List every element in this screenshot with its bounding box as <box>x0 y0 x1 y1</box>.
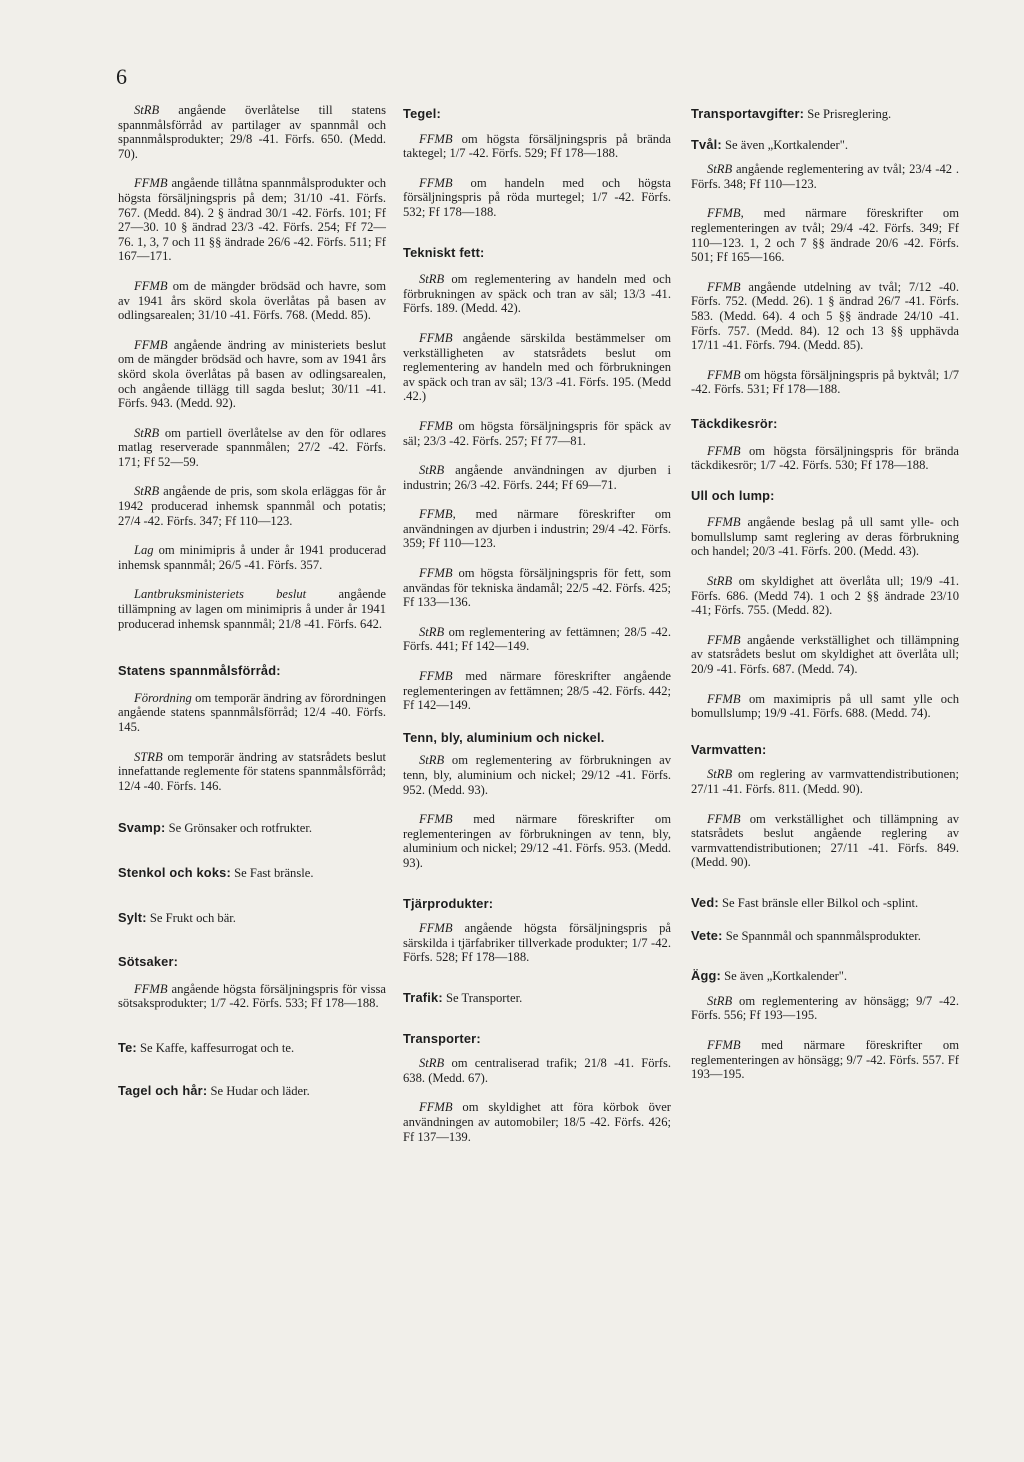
entry-text: om temporär ändring av förordningen angående statens spannmålsförråd; 12/4 -40. Förfs. 145. <box>118 690 386 734</box>
entry-text: om verkställighet och tillämpning av statsrådets beslut angående reglering av varmvattendistributionen; 27/11 -41. Förfs. 849. (Medd. 90). <box>691 811 959 870</box>
entry-lead: FFMB <box>419 812 453 827</box>
entry-text: om partiell överlåtelse av den för odlares matlag reserverade spannmålen; 27/2 -42. Förfs. 171; Ff 52—59. <box>118 425 386 469</box>
entry <box>691 692 959 721</box>
entry-text: angående tillämpning av lagen om minimipris å under år 1941 producerad inhemsk spannmål; 21/8 -41. Förfs. 642. <box>118 587 386 631</box>
entry-lead: StRB <box>419 272 445 287</box>
section-heading: Täckdikesrör: <box>691 415 778 431</box>
entry-text: med närmare föreskrifter angående reglementeringen av fettämnen; 28/5 -42. Förfs. 442; Ff 142—149. <box>403 669 671 713</box>
entry <box>403 132 671 161</box>
entry-text: angående överlåtelse till statens spannmålsförråd av partilager av spannmål och spannmålsprodukter; 29/8 -41. Förfs. 650. (Medd. 70). <box>118 103 386 161</box>
entry-text: angående högsta försäljningspris för vissa sötsaksprodukter; 1/7 -42. Förfs. 533; Ff 178—188. <box>118 981 386 1011</box>
entry <box>118 176 386 264</box>
entry-lead: StRB <box>419 753 445 768</box>
entry-text: med närmare föreskrifter om reglementeringen av hönsägg; 9/7 -42. Förfs. 557. Ff 193—195. <box>691 1037 959 1082</box>
entry <box>691 206 959 264</box>
entry <box>691 368 959 397</box>
entry-lead: FFMB <box>419 131 453 146</box>
entry-lead: FFMB <box>707 632 741 647</box>
entry <box>403 419 671 448</box>
entry-lead: FFMB <box>134 337 168 352</box>
entry-text: om reglementering av fettämnen; 28/5 -42. Förfs. 441; Ff 142—149. <box>403 624 671 654</box>
cross-reference <box>118 1084 386 1099</box>
entry <box>403 331 671 404</box>
cross-reference <box>691 107 959 122</box>
entry-lead: FFMB <box>707 515 741 530</box>
entry <box>403 1100 671 1144</box>
cross-reference <box>691 138 959 153</box>
entry <box>403 753 671 797</box>
entry <box>118 982 386 1011</box>
entry-lead: FFMB, <box>707 206 744 221</box>
entry <box>403 507 671 551</box>
entry <box>691 812 959 870</box>
entry-text: angående användningen av djurben i industrin; 26/3 -42. Förfs. 244; Ff 69—71. <box>403 463 671 492</box>
entry <box>691 444 959 473</box>
entry-text: om temporär ändring av statsrådets beslut innefattande reglemente för statens spannmålsförråd; 12/4 -40. Förfs. 146. <box>118 749 386 793</box>
section-heading: Tegel: <box>403 106 441 121</box>
entry-text: angående högsta försäljningspris på särskilda i tjärfabriker tillverkade produkter; 1/7 -42. Förfs. 528; Ff 178—188. <box>403 921 671 965</box>
cross-reference <box>118 911 386 926</box>
crossref-head: Vete: <box>691 927 723 943</box>
section-heading: Varmvatten: <box>691 741 767 757</box>
entry-lead: FFMB <box>707 443 741 458</box>
entry <box>118 543 386 572</box>
entry-lead: FFMB <box>419 330 453 345</box>
entry-text: om skyldighet att överlåta ull; 19/9 -41. Förfs. 686. (Medd 74). 1 och 2 §§ ändrade 23/10 -41; Förfs. 755. (Medd. 82). <box>691 574 959 618</box>
entry <box>403 812 671 870</box>
crossref-text: Se Fast bränsle. <box>230 865 314 880</box>
cross-reference <box>403 991 671 1006</box>
entry-text: om högsta försäljningspris på byktvål; 1/7 -42. Förfs. 531; Ff 178—188. <box>691 367 959 397</box>
entry-text: med närmare föreskrifter om användningen av djurben i industrin; 29/4 -42. Förfs. 359; Ff 110—123. <box>403 507 671 551</box>
entry-lead: FFMB <box>707 279 741 294</box>
cross-reference <box>118 821 386 836</box>
crossref-head: Transportavgifter: <box>691 106 805 121</box>
entry <box>691 1038 959 1082</box>
entry <box>118 484 386 528</box>
entry <box>691 633 959 677</box>
entry-text: angående särskilda bestämmelser om verkställigheten av statsrådets beslut om reglementering av handeln med och förbrukningen av späck och tran av säl; 13/3 -41. Förfs. 195. (Medd .42.) <box>403 330 671 404</box>
section-heading: Ull och lump: <box>691 487 775 503</box>
entry <box>118 279 386 323</box>
entry-text: med närmare föreskrifter om reglementeringen av tvål; 29/4 -42. Förfs. 349; Ff 110—123. 1, 2 och 7 §§ ändrade 20/6 -42. Förfs. 501; Ff 165—166. <box>691 206 959 265</box>
entry-text: om högsta försäljningspris för brända täckdikesrör; 1/7 -42. Förfs. 530; Ff 178—188. <box>691 443 959 473</box>
entry <box>403 566 671 610</box>
cross-reference <box>691 929 959 944</box>
crossref-text: Se Prisreglering. <box>804 107 892 121</box>
crossref-head: Ägg: <box>691 968 721 984</box>
entry-text: om centraliserad trafik; 21/8 -41. Förfs. 638. (Medd. 67). <box>403 1056 671 1085</box>
entry-lead: Lag <box>134 543 154 558</box>
entry-lead: StRB <box>134 103 160 117</box>
entry <box>403 669 671 713</box>
entry-lead: FFMB <box>419 1100 453 1115</box>
entry <box>691 162 959 191</box>
entry <box>403 176 671 220</box>
entry <box>691 767 959 796</box>
cross-reference <box>691 896 959 911</box>
entry-lead: StRB <box>419 463 445 478</box>
section-heading: Statens spannmålsförråd: <box>118 663 281 679</box>
column-3 <box>691 103 959 1082</box>
section-heading: Sötsaker: <box>118 954 179 970</box>
crossref-head: Svamp: <box>118 820 166 836</box>
section-heading: Tjärprodukter: <box>403 895 494 911</box>
entry-lead: Förordning <box>134 690 192 705</box>
entry <box>691 515 959 559</box>
entry-lead: StRB <box>707 767 733 782</box>
entry-lead: StRB <box>707 993 733 1008</box>
entry <box>118 338 386 411</box>
crossref-head: Stenkol och koks: <box>118 864 231 880</box>
page-number: 6 <box>116 64 127 89</box>
entry <box>118 750 386 794</box>
entry-lead: FFMB <box>419 418 453 433</box>
entry-text: om handeln med och högsta försäljningspris på röda murtegel; 1/7 -42. Förfs. 532; Ff 178—188. <box>403 175 671 219</box>
entry-text: om reglementering av handeln med och förbrukningen av späck och tran av säl; 13/3 -41. Förfs. 189. (Medd. 42). <box>403 272 671 316</box>
entry <box>691 280 959 353</box>
entry-lead: StRB <box>419 1056 445 1071</box>
entry-text: om reglementering av hönsägg; 9/7 -42. Förfs. 556; Ff 193—195. <box>691 993 959 1023</box>
entry-lead: FFMB <box>707 1037 741 1052</box>
entry <box>403 1056 671 1085</box>
entry <box>118 691 386 735</box>
entry <box>118 426 386 470</box>
entry-lead: StRB <box>707 574 733 589</box>
crossref-text: Se Frukt och bär. <box>146 910 236 925</box>
entry-text: om högsta försäljningspris för fett, som användas för tekniska ändamål; 22/5 -42. Förfs. 425; Ff 133—136. <box>403 566 671 610</box>
entry <box>118 103 386 161</box>
crossref-text: Se Fast bränsle eller Bilkol och -splint. <box>718 895 919 910</box>
entry-lead: StRB <box>707 162 733 177</box>
entry-lead: StRB <box>134 425 160 440</box>
section-heading: Transporter: <box>403 1030 481 1046</box>
entry <box>403 625 671 654</box>
section-heading: Tenn, bly, aluminium och nickel. <box>403 729 605 745</box>
entry <box>691 574 959 618</box>
entry-lead: FFMB <box>419 175 453 190</box>
entry <box>403 272 671 316</box>
crossref-text: Se även „Kortkalender". <box>721 137 849 152</box>
entry-text: angående reglementering av tvål; 23/4 -42 . Förfs. 348; Ff 110—123. <box>691 162 959 191</box>
entry-lead: FFMB <box>707 691 741 706</box>
crossref-text: Se även „Kortkalender". <box>720 969 848 984</box>
entry-lead: StRB <box>134 484 160 499</box>
entry-text: med närmare föreskrifter om reglementeringen av förbrukningen av tenn, bly, aluminium och nickel; 29/12 -41. Förfs. 953. (Medd. 93). <box>403 812 671 870</box>
entry-text: om skyldighet att föra körbok över användningen av automobiler; 18/5 -42. Förfs. 426; Ff 137—139. <box>403 1100 671 1144</box>
cross-reference <box>118 866 386 881</box>
section-heading: Tekniskt fett: <box>403 244 485 260</box>
entry <box>691 994 959 1023</box>
crossref-text: Se Hudar och läder. <box>207 1083 310 1098</box>
crossref-head: Tvål: <box>691 136 722 152</box>
entry-lead: FFMB <box>707 367 741 382</box>
entry-text: angående utdelning av tvål; 7/12 -40. Förfs. 752. (Medd. 26). 1 § ändrad 26/7 -41. Förfs. 583. (Medd. 64). 4 och 5 §§ ändrade 24/10 -41. Förfs. 757. (Medd. 84). 12 och 13 §§ upphävda 17/11 -41. Förfs. 794. (Medd. 85). <box>691 279 959 353</box>
entry-text: angående tillåtna spannmålsprodukter och högsta försäljningspris på dem; 31/10 -41. Förfs. 767. (Medd. 84). 2 § ändrad 30/1 -42. Förfs. 101; Ff 27—30. 10 § ändrad 23/3 -42. Förfs. 254; Ff 72—76. 1, 3, 7 och 11 §§ ändrade 26/6 -42. Förfs. 511; Ff 167—171. <box>118 176 386 264</box>
crossref-head: Tagel och hår: <box>118 1082 208 1098</box>
crossref-text: Se Spannmål och spannmålsprodukter. <box>722 928 921 943</box>
entry <box>118 587 386 631</box>
entry-text: om maximipris på ull samt ylle och bomullslump; 19/9 -41. Förfs. 688. (Medd. 74). <box>691 691 959 721</box>
column-2 <box>403 103 671 1144</box>
entry-lead: Lantbruksministeriets beslut <box>134 587 307 602</box>
cross-reference <box>691 969 959 984</box>
entry-lead: FFMB <box>419 921 453 936</box>
entry <box>403 921 671 965</box>
entry-text: om reglementering av förbrukningen av tenn, bly, aluminium och nickel; 29/12 -41. Förfs. 952. (Medd. 93). <box>403 753 671 797</box>
entry-text: angående ändring av ministeriets beslut om de mängder brödsäd och havre, som av 1941 års skörd skola överlåtas på basen av odlingsarealen, och angående tillägg till sagda beslut; 30/11 -41. Förfs. 943. (Medd. 92). <box>118 337 386 411</box>
entry-text: om högsta försäljningspris för späck av säl; 23/3 -42. Förfs. 257; Ff 77—81. <box>403 418 671 448</box>
crossref-head: Trafik: <box>403 989 443 1005</box>
crossref-text: Se Grönsaker och rotfrukter. <box>165 821 312 836</box>
entry-lead: FFMB <box>707 811 741 826</box>
crossref-head: Ved: <box>691 894 719 910</box>
entry-text: angående verkställighet och tillämpning av statsrådets beslut om skyldighet att överlåta ull; 20/9 -41. Förfs. 687. (Medd. 74). <box>691 632 959 677</box>
entry-lead: STRB <box>134 749 163 764</box>
entry-lead: FFMB <box>419 566 453 581</box>
crossref-text: Se Kaffe, kaffesurrogat och te. <box>136 1040 295 1055</box>
entry-text: om de mängder brödsäd och havre, som av 1941 års skörd skola överlåtas på basen av odlingsarealen; 31/10 -41. Förfs. 768. (Medd. 85). <box>118 278 386 323</box>
entry-text: angående beslag på ull samt ylle- och bomullslump samt reglering av deras förbrukning och handel; 20/3 -41. Förfs. 200. (Medd. 43). <box>691 515 959 559</box>
entry-lead: StRB <box>419 624 445 639</box>
entry-lead: FFMB <box>419 669 453 684</box>
cross-reference <box>118 1041 386 1056</box>
entry-text: om reglering av varmvattendistributionen; 27/11 -41. Förfs. 811. (Medd. 90). <box>691 767 959 796</box>
crossref-head: Sylt: <box>118 909 147 925</box>
entry-text: om minimipris å under år 1941 producerad inhemsk spannmål; 26/5 -41. Förfs. 357. <box>118 543 386 572</box>
entry-lead: FFMB, <box>419 507 456 522</box>
crossref-text: Se Transporter. <box>442 990 523 1005</box>
entry-lead: FFMB <box>134 176 168 191</box>
entry-lead: FFMB <box>134 278 168 293</box>
entry <box>403 463 671 492</box>
entry-text: om högsta försäljningspris på brända taktegel; 1/7 -42. Förfs. 529; Ff 178—188. <box>403 131 671 161</box>
crossref-head: Te: <box>118 1039 137 1055</box>
entry-text: angående de pris, som skola erläggas för år 1942 producerad inhemsk spannmål och potatis; 27/4 -42. Förfs. 347; Ff 110—123. <box>118 484 386 528</box>
column-1 <box>118 103 386 1098</box>
entry-lead: FFMB <box>134 981 168 996</box>
